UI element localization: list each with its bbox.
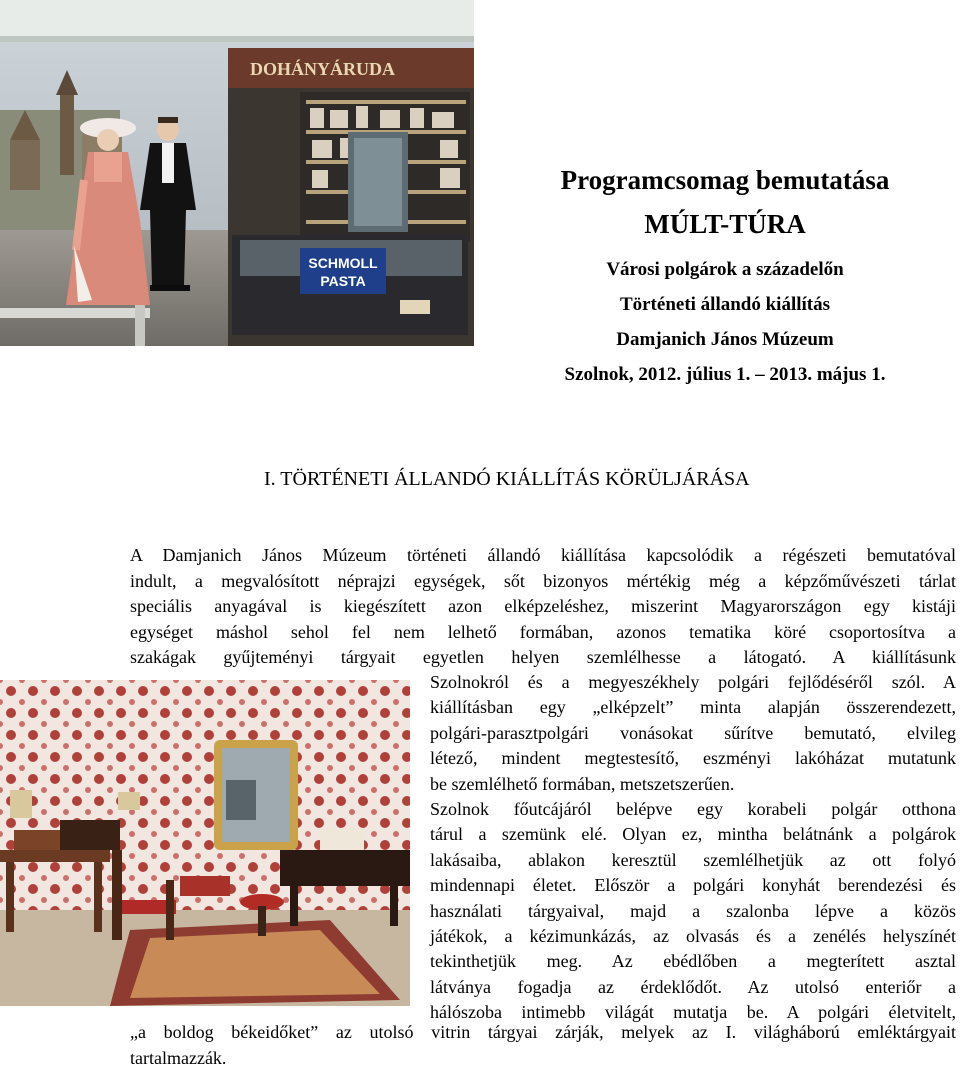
closing-paragraph: [130, 1020, 956, 1071]
paragraph-line: használati tárgyaival, majd a szalonba lépve a közös: [430, 900, 956, 921]
paragraph-line: Szolnokról és a megyeszékhely polgári fejlődéséről szól. A: [430, 672, 956, 692]
paragraph-line: egységet máshol sehol fel nem lelhető formában, azonos tematika köré csoportosítva a: [130, 621, 956, 642]
paragraph-line: A Damjanich János Múzeum történeti állandó kiállítása kapcsolódik a régészeti bemutatóval: [130, 545, 956, 565]
intro-paragraph: [130, 543, 956, 671]
paragraph-line: mindennapi életet. Először a polgári konyhát berendezési és: [430, 875, 956, 896]
paragraph-line: speciális anyagával is kiegészített azon elképzeléshez, miszerint Magyarországon egy kistáji: [130, 596, 956, 617]
location-dates: Szolnok, 2012. július 1. – 2013. május 1.: [564, 364, 886, 385]
shop-scene-illustration: [0, 0, 474, 346]
museum-name: Damjanich János Múzeum: [616, 329, 834, 350]
paragraph-line: lakásaiba, ablakon keresztül szemlélhetjük az ott folyó: [430, 849, 956, 870]
exhibition-subtitle: Városi polgárok a századelőn: [606, 259, 844, 280]
paragraph-line: „a boldog békeidőket” az utolsó vitrin tárgyai zárják, melyek az I. világháború emléktárgyait: [130, 1022, 956, 1042]
page-title: Programcsomag bemutatása: [560, 165, 890, 195]
paragraph-line: indult, a megvalósított néprajzi egységek, sőt bizonyos mértékig még a képzőművészeti tárlat: [130, 570, 956, 591]
paragraph-line: kiállításban egy „elképzelt” minta alapján összerendezett,: [430, 697, 956, 718]
program-name: MÚLT-TÚRA: [644, 209, 806, 239]
section-heading: I. TÖRTÉNETI ÁLLANDÓ KIÁLLÍTÁS KÖRÜLJÁRÁSA: [264, 468, 750, 490]
paragraph-line: tekinthetjük meg. Az ebédlőben a megterített asztal: [430, 951, 956, 972]
salon-scene-illustration: [0, 680, 410, 1006]
paragraph-line: hálószoba intimebb világát mutatja be. A polgári életvitelt,: [430, 1002, 956, 1023]
paragraph-line: létező, mindent megtestesítő, eszményi lakóházat mutatunk: [430, 748, 956, 769]
exhibition-description: [430, 670, 956, 1026]
paragraph-line: látványa fogadja az érdeklődőt. Az utolsó enteriőr a: [430, 976, 956, 997]
paragraph-line: tárul a szemünk elé. Olyan ez, mintha belátnánk a polgárok: [430, 824, 956, 845]
exhibition-type: Történeti állandó kiállítás: [619, 294, 831, 315]
shop-sign-text: DOHÁNYÁRUDA: [250, 59, 395, 79]
paragraph-line: polgári-parasztpolgári vonásokat sűrítve bemutató, elvileg: [430, 722, 956, 743]
exhibition-photo-salon: [0, 680, 410, 1006]
ad-text-line2: PASTA: [320, 273, 366, 289]
paragraph-line: be szemlélhető formában, metszetszerűen.: [430, 773, 735, 794]
paragraph-line: tartalmazzák.: [130, 1047, 227, 1068]
ad-text-line1: SCHMOLL: [308, 255, 378, 271]
exhibition-photo-shop: [0, 0, 474, 346]
paragraph-line: szakágak gyűjteményi tárgyait egyetlen helyen szemlélhesse a látogató. A kiállításunk: [130, 647, 956, 668]
program-header: [500, 162, 950, 387]
paragraph-line: játékok, a kézimunkázás, az olvasás és a zenélés helyszínét: [430, 926, 956, 947]
paragraph-line: Szolnok főutcájáról belépve egy korabeli polgár otthona: [430, 799, 956, 820]
